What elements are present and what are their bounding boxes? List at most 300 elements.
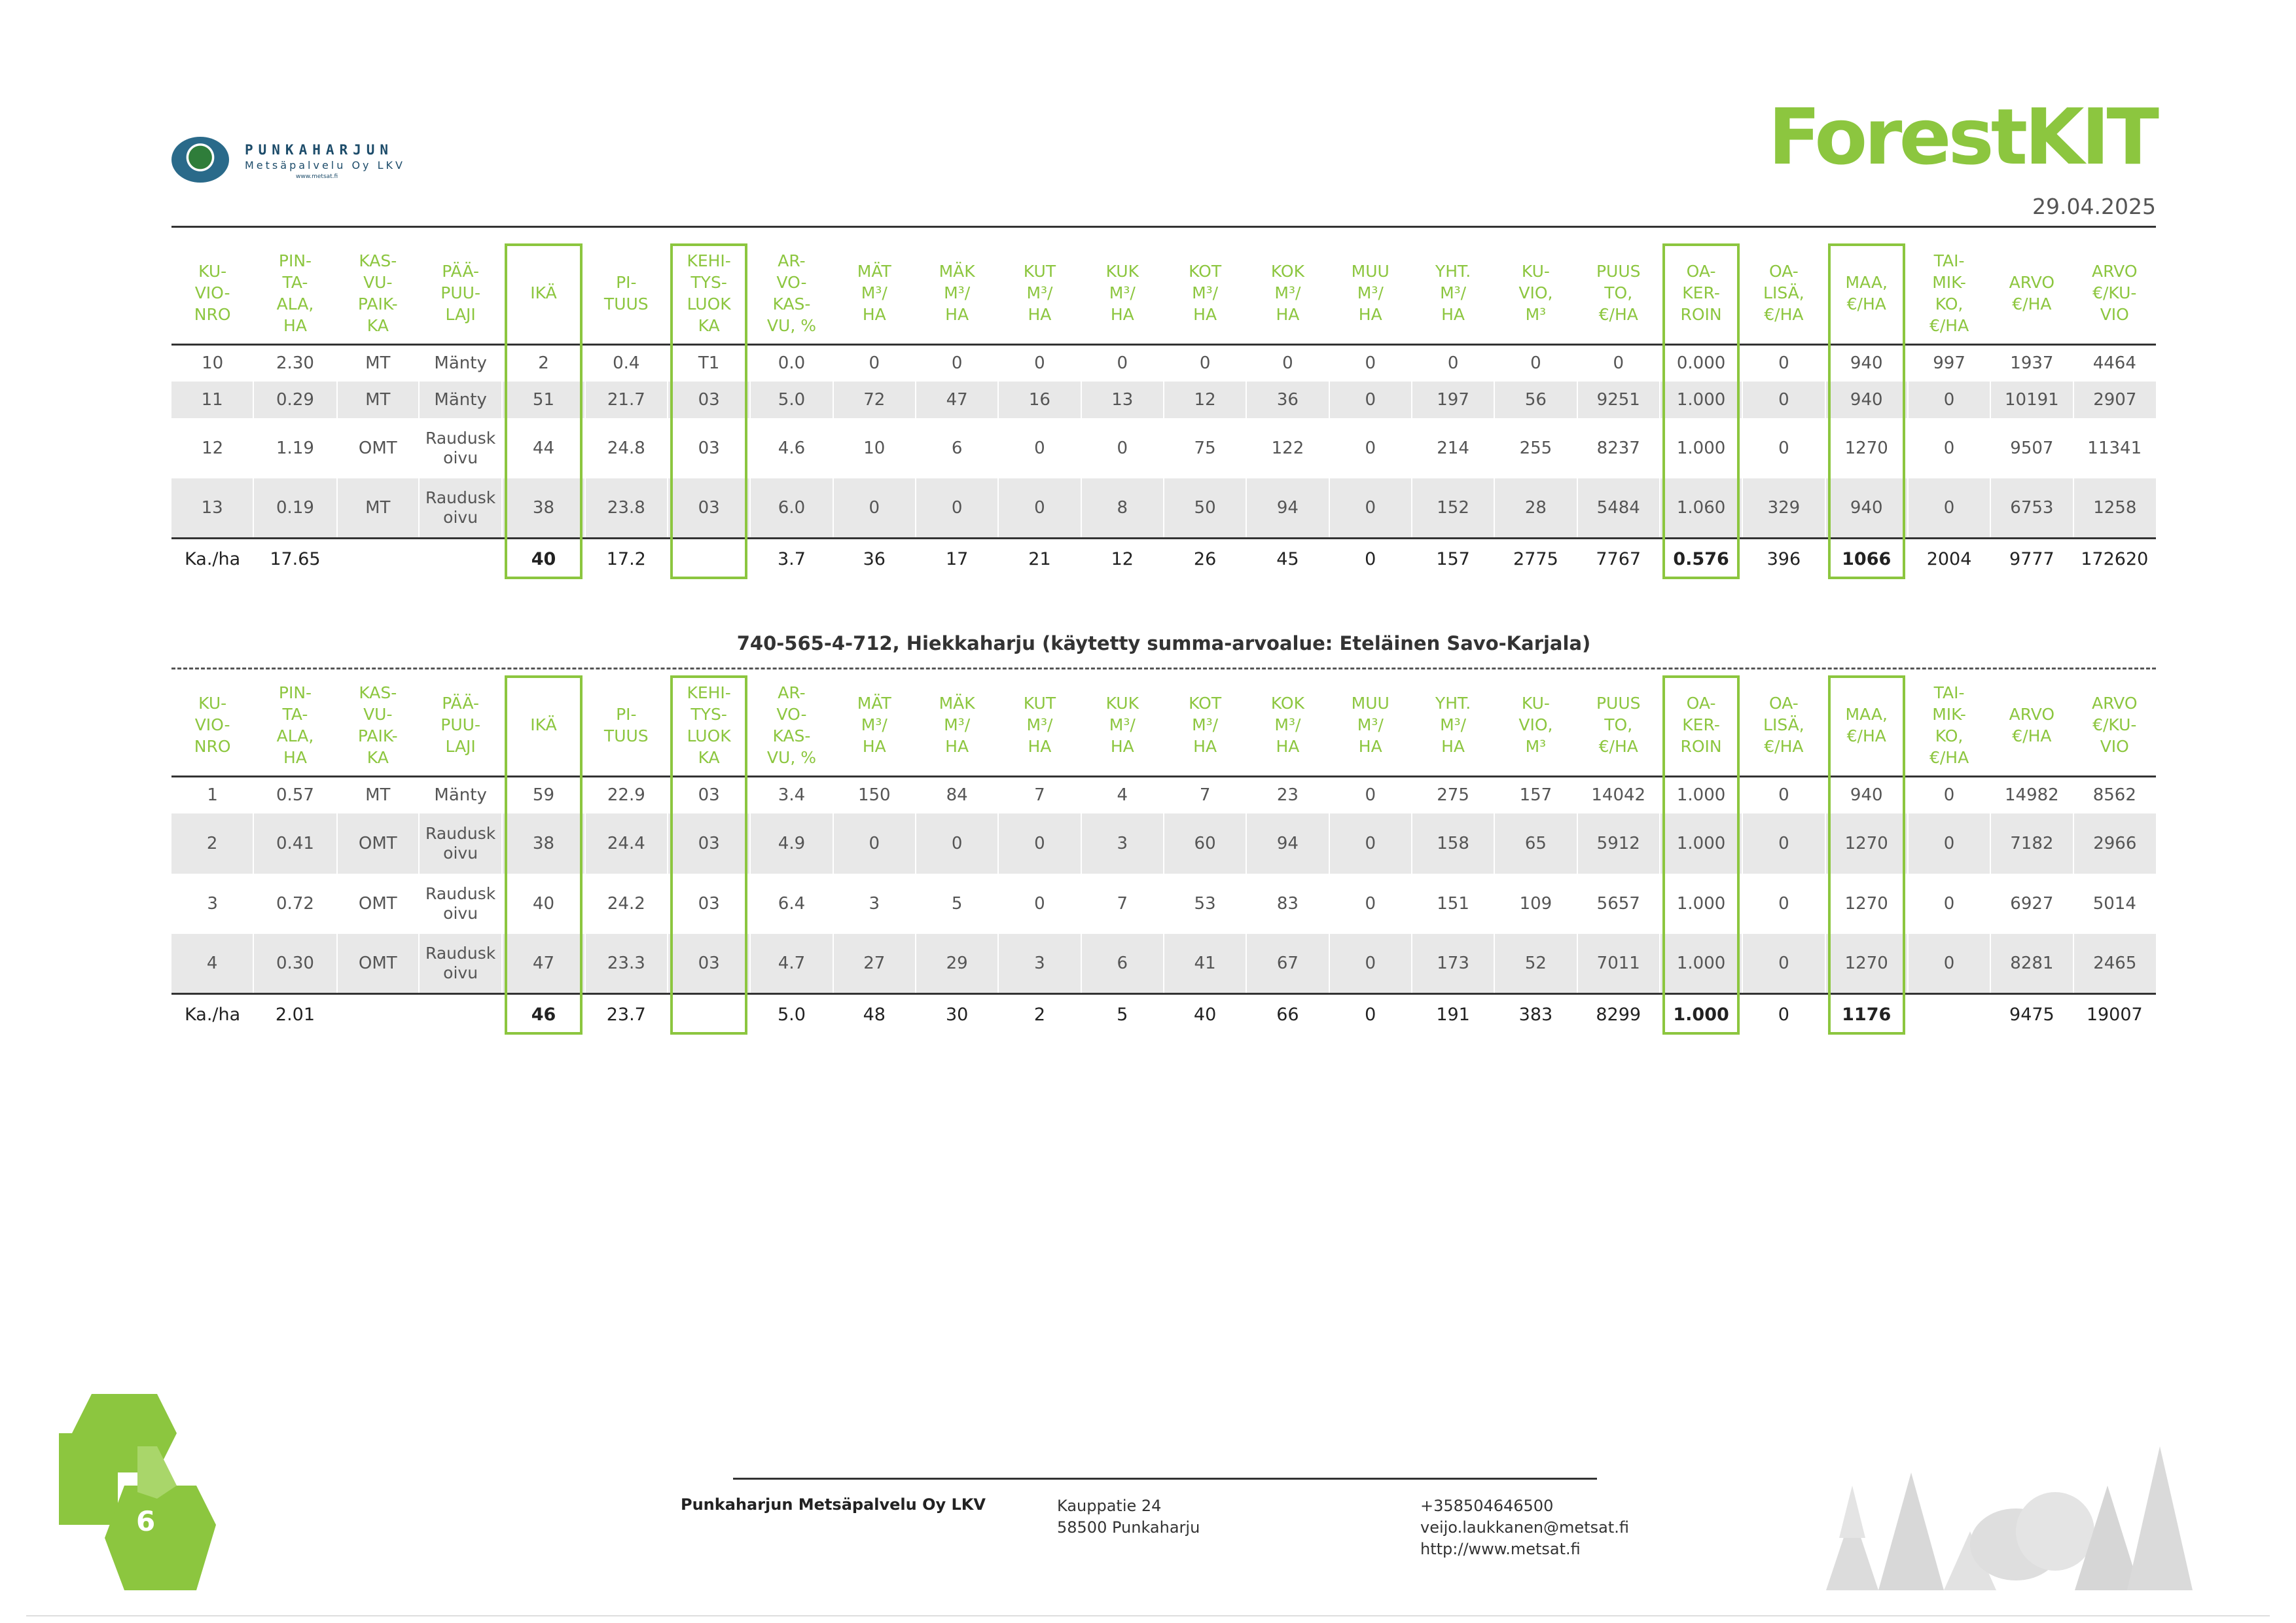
summary-cell	[419, 994, 502, 1035]
column-header-line: HA	[1441, 305, 1465, 324]
summary-cell: 19007	[2073, 994, 2156, 1035]
table-cell: 84	[946, 785, 968, 806]
table-cell: 75	[1194, 438, 1216, 458]
table-cell: 1270	[1844, 438, 1888, 458]
table-cell: 14042	[1591, 785, 1646, 806]
company-logo	[171, 134, 446, 193]
column-header-line: ARVO	[2092, 694, 2138, 713]
column-header-line: KA	[367, 747, 389, 767]
table-cell: 10191	[1990, 382, 2073, 418]
summary-cell: Ka./ha	[171, 539, 253, 579]
table-cell: 3.4	[778, 785, 806, 806]
column-header-line: HA	[1276, 305, 1300, 324]
column-header-line: KA	[367, 315, 389, 335]
table-cell: 0	[1943, 893, 1955, 914]
table-cell: 24.4	[585, 813, 668, 874]
column-header	[1164, 674, 1246, 777]
table-cell: 03	[668, 934, 750, 994]
table-cell: 0	[1034, 438, 1045, 458]
table-cell: 4	[171, 934, 253, 994]
summary-cell: 1066	[1825, 539, 1908, 579]
column-header-line: NRO	[194, 305, 231, 324]
table-cell: 1270	[1825, 934, 1908, 994]
column-header-line: VIO	[2100, 305, 2129, 324]
summary-cell: 9475	[1990, 994, 2073, 1035]
column-header-line: €/KU-	[2092, 715, 2137, 734]
table-cell: 1.000	[1676, 893, 1726, 914]
column-header-line: PUU-	[440, 715, 480, 734]
table-cell: 03	[698, 438, 720, 458]
column-header-line: PÄÄ-	[442, 694, 480, 713]
summary-cell: 48	[833, 994, 916, 1035]
summary-cell: 21	[998, 539, 1081, 579]
column-header-line: YHT.	[1435, 694, 1471, 713]
table-cell: 8562	[2092, 785, 2136, 806]
column-header-line: €/HA	[2012, 726, 2052, 745]
summary-cell	[668, 539, 750, 579]
column-header-line: HA	[945, 737, 969, 756]
column-header	[1494, 674, 1577, 777]
table-row	[171, 777, 2156, 813]
table-cell: 0	[1365, 438, 1376, 458]
table-cell	[419, 813, 502, 874]
column-header	[337, 674, 419, 777]
column-header-line: OA-	[1686, 694, 1716, 713]
table-cell: 03	[698, 893, 720, 914]
company-logo-web: www.metsat.fi	[296, 173, 338, 180]
table-cell: 0	[869, 353, 880, 374]
column-header-line: KOT	[1189, 694, 1222, 713]
table-cell: 997	[1933, 353, 1965, 374]
column-header-line: HA	[1441, 737, 1465, 756]
table-cell: 7	[1034, 785, 1045, 806]
page-number: 6	[136, 1505, 156, 1537]
table-cell: 0	[1778, 438, 1789, 458]
table-cell: 03	[668, 382, 750, 418]
column-header-line: M³	[1525, 305, 1547, 324]
table-cell: 60	[1164, 813, 1246, 874]
column-header-line: M³/	[944, 715, 971, 734]
column-header-line: VIO-	[194, 283, 230, 302]
summary-cell: 40	[1164, 994, 1246, 1035]
summary-cell: 2004	[1908, 539, 1990, 579]
column-header-line: IKÄ	[530, 715, 557, 734]
summary-cell: 17	[916, 539, 998, 579]
column-header-line: MUU	[1351, 262, 1390, 281]
column-header-line: TYS-	[691, 704, 727, 724]
table-cell: 8281	[1990, 934, 2073, 994]
column-header-line: ALA,	[276, 294, 314, 313]
column-header	[998, 242, 1081, 345]
column-header-line: MÄT	[857, 262, 891, 281]
table-cell: 0	[1447, 353, 1459, 374]
column-header-line: HA	[283, 315, 307, 335]
table-cell: 1.000	[1660, 813, 1742, 874]
table-row	[171, 382, 2156, 418]
table-cell: 0	[1613, 353, 1624, 374]
summary-cell: Ka./ha	[171, 994, 253, 1035]
table-cell: 0.19	[253, 478, 336, 539]
column-header-line: VIO,	[1518, 283, 1553, 302]
table-cell: 2.30	[276, 353, 314, 374]
column-header	[2073, 674, 2156, 777]
brand-title: ForestKIT	[1768, 92, 2156, 182]
table-cell: 0	[1778, 353, 1789, 374]
column-header-line: MÄT	[857, 694, 891, 713]
column-header-line: HA	[1110, 737, 1134, 756]
table-cell: 1.000	[1676, 785, 1726, 806]
species-text: Raudusk oivu	[425, 883, 496, 923]
table-cell: 2966	[2073, 813, 2156, 874]
column-header-line: HA	[862, 305, 886, 324]
column-header-line: LAJI	[445, 305, 476, 324]
table-cell: 56	[1494, 382, 1577, 418]
table-cell: 0	[1778, 785, 1789, 806]
table-cell: 0	[1908, 813, 1990, 874]
column-header	[833, 674, 916, 777]
table-cell: 275	[1437, 785, 1469, 806]
footer-address-street: Kauppatie 24	[1057, 1497, 1162, 1515]
summary-cell: 30	[916, 994, 998, 1035]
table-cell: 0	[1034, 353, 1045, 374]
column-header-line: €/HA	[1929, 315, 1969, 335]
species-text: Raudusk oivu	[425, 428, 496, 467]
table-row	[171, 813, 2156, 874]
footer-email[interactable]: veijo.laukkanen@metsat.fi	[1420, 1518, 1629, 1537]
column-header-line: ARVO	[2009, 704, 2055, 724]
column-header-line: HA	[283, 747, 307, 767]
table-cell	[419, 874, 502, 934]
column-header-line: OA-	[1686, 262, 1716, 281]
table-cell: 329	[1742, 478, 1825, 539]
hexagon-decoration	[52, 1394, 275, 1590]
table-cell: 65	[1494, 813, 1577, 874]
table-cell: 27	[833, 934, 916, 994]
table-cell: Mänty	[434, 353, 487, 374]
summary-cell: 8299	[1577, 994, 1660, 1035]
species-text: Raudusk oivu	[425, 823, 496, 863]
table-cell: 10	[863, 438, 886, 458]
table-cell: 72	[833, 382, 916, 418]
column-header-line: LISÄ,	[1763, 283, 1804, 302]
column-header-line: PUUS	[1596, 694, 1641, 713]
footer-company: Punkaharjun Metsäpalvelu Oy LKV	[681, 1495, 986, 1514]
table-cell: 0	[1908, 934, 1990, 994]
table-cell: MT	[365, 785, 391, 806]
column-header	[916, 674, 998, 777]
column-header-line: KAS-	[359, 683, 397, 702]
table-cell: 44	[532, 438, 555, 458]
summary-cell: 2.01	[253, 994, 336, 1035]
column-header-line: MAA,	[1845, 704, 1888, 724]
table-cell: 38	[502, 478, 584, 539]
column-header-line: €/HA	[1846, 294, 1886, 313]
table-cell: 0	[1329, 934, 1412, 994]
column-header-line: KUT	[1023, 262, 1056, 281]
column-header-line: ARVO	[2092, 262, 2138, 281]
table-cell: 83	[1276, 893, 1299, 914]
table-cell: 5.0	[750, 382, 833, 418]
table-cell: Mänty	[419, 382, 502, 418]
column-header	[1412, 242, 1494, 345]
column-header	[337, 242, 419, 345]
column-header	[253, 242, 336, 345]
column-header-line: TA-	[282, 272, 308, 292]
table-cell: 7011	[1577, 934, 1660, 994]
column-header-line: M³/	[944, 283, 971, 302]
table-cell: 50	[1164, 478, 1246, 539]
column-header-line: AR-	[778, 251, 806, 270]
table-cell: 0.41	[253, 813, 336, 874]
column-header-line: €/HA	[1764, 737, 1804, 756]
table-cell: 0	[1329, 382, 1412, 418]
column-header	[2073, 242, 2156, 345]
column-header-line: HA	[945, 305, 969, 324]
table-cell: 0	[1329, 813, 1412, 874]
stand-table-1	[171, 242, 2156, 579]
column-header	[1908, 674, 1990, 777]
column-header-line: KAS-	[772, 294, 811, 313]
column-header-line: M³/	[1026, 283, 1053, 302]
column-header-line: TUUS	[603, 726, 649, 745]
column-header	[1742, 674, 1825, 777]
column-header	[1577, 242, 1660, 345]
column-header-line: TAI-	[1933, 251, 1965, 270]
table-cell: 122	[1271, 438, 1304, 458]
column-header-line: LAJI	[445, 737, 476, 756]
summary-cell: 45	[1246, 539, 1329, 579]
table-row	[171, 478, 2156, 539]
table-cell: 0	[1117, 438, 1128, 458]
column-header-line: M³/	[1192, 715, 1219, 734]
column-header-line: TYS-	[691, 272, 727, 292]
table-cell: 0	[998, 813, 1081, 874]
company-logo-sub: Metsäpalvelu Oy LKV	[245, 159, 405, 171]
column-header	[1164, 242, 1246, 345]
table-cell: 1937	[2010, 353, 2054, 374]
table-cell: 5657	[1596, 893, 1640, 914]
column-header-line: M³/	[1357, 283, 1384, 302]
column-header	[419, 242, 502, 345]
table-cell: 12	[1164, 382, 1246, 418]
forest-silhouette-icon	[1800, 1433, 2193, 1590]
column-header-line: PI-	[616, 704, 637, 724]
column-header-line: M³/	[1192, 283, 1219, 302]
table-cell: 109	[1519, 893, 1552, 914]
table-cell: 9251	[1577, 382, 1660, 418]
summary-cell: 172620	[2073, 539, 2156, 579]
column-header-line: TA-	[282, 704, 308, 724]
table-cell: 8	[1081, 478, 1164, 539]
column-header	[668, 242, 750, 345]
table-cell: 0	[951, 353, 963, 374]
table-cell: 0.000	[1676, 353, 1726, 374]
table-cell: 2465	[2073, 934, 2156, 994]
table-cell: 0.29	[253, 382, 336, 418]
column-header-line: HA	[1276, 737, 1300, 756]
table-cell: 03	[698, 785, 720, 806]
table-cell: OMT	[337, 934, 419, 994]
column-header-line: HA	[1358, 737, 1382, 756]
table-cell: 1.19	[276, 438, 314, 458]
table-cell: 0	[1365, 353, 1376, 374]
table-cell: 197	[1412, 382, 1494, 418]
column-header-line: KEHI-	[687, 251, 731, 270]
column-header-line: €/HA	[2012, 294, 2052, 313]
column-header-line: VO-	[776, 704, 807, 724]
summary-cell: 1176	[1825, 994, 1908, 1035]
table-cell: 6927	[2010, 893, 2054, 914]
footer-website[interactable]: http://www.metsat.fi	[1420, 1540, 1581, 1558]
column-header	[1742, 242, 1825, 345]
header-divider	[171, 226, 2156, 228]
column-header-line: TO,	[1604, 283, 1633, 302]
table-cell: MT	[365, 353, 391, 374]
summary-cell: 5	[1081, 994, 1164, 1035]
table-cell: 2907	[2073, 382, 2156, 418]
column-header-line: VIO,	[1518, 715, 1553, 734]
page-bottom-line	[26, 1615, 2270, 1616]
column-header	[1081, 242, 1164, 345]
table-cell: 6.4	[778, 893, 806, 914]
column-header-line: €/HA	[1929, 747, 1969, 767]
column-header-line: KO,	[1935, 726, 1964, 745]
summary-cell: 2775	[1494, 539, 1577, 579]
table-cell: 8237	[1596, 438, 1640, 458]
table-row	[171, 418, 2156, 478]
table-cell: 22.9	[607, 785, 645, 806]
table-cell: 13	[1081, 382, 1164, 418]
table-cell: 11341	[2087, 438, 2142, 458]
table-row	[171, 345, 2156, 382]
column-header-line: ARVO	[2009, 272, 2055, 292]
summary-cell: 396	[1742, 539, 1825, 579]
table-cell: 5014	[2092, 893, 2136, 914]
table-cell: 3	[998, 934, 1081, 994]
table-cell: 1.000	[1660, 934, 1742, 994]
table-cell: 59	[532, 785, 555, 806]
table-cell: 0	[1034, 893, 1045, 914]
column-header	[1081, 674, 1164, 777]
column-header-line: YHT.	[1435, 262, 1471, 281]
column-header	[1329, 242, 1412, 345]
table-cell: 1270	[1844, 893, 1888, 914]
table-cell: 2	[171, 813, 253, 874]
column-header-line: KOK	[1270, 262, 1304, 281]
column-header-line: VO-	[776, 272, 807, 292]
table-cell: 158	[1412, 813, 1494, 874]
column-header-line: MUU	[1351, 694, 1390, 713]
column-header-line: PUU-	[440, 283, 480, 302]
table-cell: 157	[1519, 785, 1552, 806]
column-header-line: TAI-	[1933, 683, 1965, 702]
summary-cell: 1.000	[1660, 994, 1742, 1035]
table-cell	[419, 478, 502, 539]
column-header-line: KUK	[1105, 694, 1139, 713]
column-header	[1329, 674, 1412, 777]
column-header-line: KAS-	[772, 726, 811, 745]
column-header-line: TO,	[1604, 715, 1633, 734]
table-cell: 29	[916, 934, 998, 994]
column-header-line: M³/	[1274, 283, 1301, 302]
column-header-line: VU, %	[766, 315, 816, 335]
summary-row	[171, 539, 2156, 579]
table-cell: 1.000	[1660, 382, 1742, 418]
column-header	[1990, 242, 2073, 345]
column-header-line: VU-	[363, 704, 393, 724]
table-cell: 1.000	[1676, 438, 1726, 458]
table-cell: 5	[951, 893, 963, 914]
column-header-line: KU-	[198, 262, 227, 281]
column-header-line: KA	[698, 315, 720, 335]
table-cell: 12	[202, 438, 224, 458]
table-cell: 0	[1742, 813, 1825, 874]
table-cell: 9507	[2010, 438, 2054, 458]
column-header-line: LISÄ,	[1763, 715, 1804, 734]
summary-cell: 2	[998, 994, 1081, 1035]
stand-table-2	[171, 674, 2156, 1035]
column-header	[171, 674, 253, 777]
column-header-line: TUUS	[603, 294, 649, 313]
column-header-line: M³/	[861, 283, 888, 302]
column-header	[1412, 674, 1494, 777]
column-header-line: PIN-	[278, 251, 312, 270]
table-cell: 0	[1282, 353, 1293, 374]
table-cell: 1.060	[1660, 478, 1742, 539]
column-header	[585, 674, 668, 777]
table-cell: 23.8	[585, 478, 668, 539]
table-cell: 0	[1742, 382, 1825, 418]
column-header	[1825, 674, 1908, 777]
section-divider	[171, 668, 2156, 669]
summary-cell	[419, 539, 502, 579]
summary-cell: 0	[1329, 539, 1412, 579]
column-header-line: PAIK-	[357, 294, 398, 313]
property-title: 740-565-4-712, Hiekkaharju (käytetty summa-arvoalue: Eteläinen Savo-Karjala)	[736, 632, 1591, 654]
table-cell: 0	[1943, 438, 1955, 458]
column-header	[1246, 674, 1329, 777]
summary-cell: 5.0	[750, 994, 833, 1035]
table-cell: 0	[1365, 785, 1376, 806]
column-header	[998, 674, 1081, 777]
column-header-line: KER-	[1682, 283, 1720, 302]
report-date: 29.04.2025	[2032, 194, 2156, 219]
table-cell: 0	[1778, 893, 1789, 914]
column-header-line: KU-	[1521, 694, 1550, 713]
table-cell: 2	[538, 353, 549, 374]
column-header-line: PÄÄ-	[442, 262, 480, 281]
table-cell: MT	[337, 382, 419, 418]
table-cell: 6	[951, 438, 963, 458]
table-cell: 173	[1412, 934, 1494, 994]
column-header	[916, 242, 998, 345]
column-header	[833, 242, 916, 345]
table-cell: 0	[1908, 478, 1990, 539]
summary-cell: 12	[1081, 539, 1164, 579]
footer-contact	[1420, 1495, 1629, 1560]
column-header-line: ROIN	[1680, 737, 1722, 756]
column-header-line: MIK-	[1932, 272, 1966, 292]
table-cell: 03	[668, 478, 750, 539]
column-header-line: KER-	[1682, 715, 1720, 734]
column-header-line: PAIK-	[357, 726, 398, 745]
summary-cell: 0	[1742, 994, 1825, 1035]
column-header-line: M³/	[1109, 283, 1136, 302]
summary-cell: 66	[1246, 994, 1329, 1035]
column-header-line: KUT	[1023, 694, 1056, 713]
table-cell: 1	[207, 785, 218, 806]
table-cell: 0	[1329, 478, 1412, 539]
